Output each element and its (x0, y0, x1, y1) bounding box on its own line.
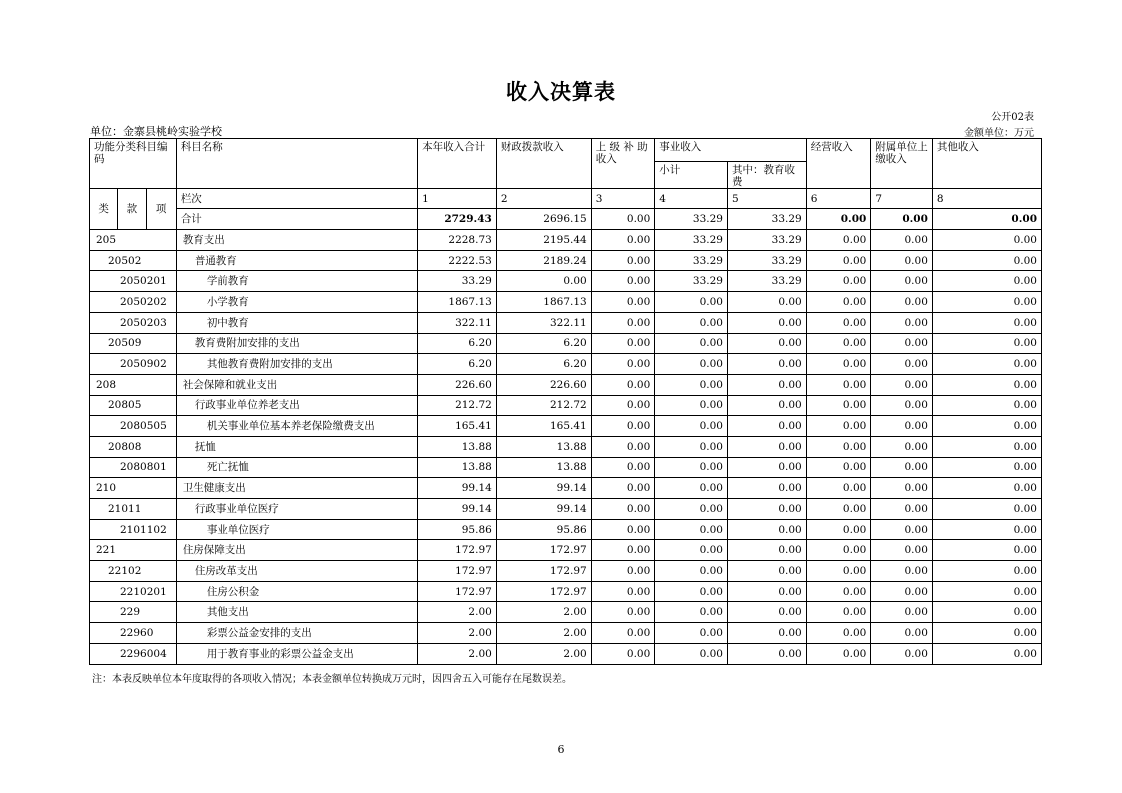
income-table (89, 138, 1042, 665)
table-row (90, 292, 1042, 313)
row-name: 社会保障和就业支出 (176, 374, 417, 395)
form-number: 公开02表 (991, 112, 1034, 123)
row-value: 0.00 (591, 374, 655, 395)
col-num: 3 (591, 188, 655, 209)
row-code: 20502 (90, 250, 177, 271)
header-lanci: 栏次 (176, 188, 417, 209)
row-value: 33.29 (655, 230, 728, 251)
col-num: 7 (871, 188, 933, 209)
row-value: 0.00 (806, 643, 871, 664)
row-value: 0.00 (655, 623, 728, 644)
row-value: 0.00 (871, 250, 933, 271)
header-career: 事业收入 (655, 139, 806, 162)
row-value: 0.00 (727, 374, 806, 395)
row-code: 2101102 (90, 519, 177, 540)
row-value: 33.29 (655, 271, 728, 292)
total-value: 0.00 (806, 209, 871, 230)
row-value: 0.00 (806, 478, 871, 499)
row-value: 95.86 (418, 519, 497, 540)
table-row (90, 354, 1042, 375)
row-value: 0.00 (655, 374, 728, 395)
table-row (90, 540, 1042, 561)
row-value: 0.00 (871, 436, 933, 457)
row-value: 0.00 (655, 478, 728, 499)
table-row (90, 250, 1042, 271)
row-value: 0.00 (932, 230, 1041, 251)
row-value: 0.00 (727, 292, 806, 313)
row-value: 2.00 (418, 623, 497, 644)
row-value: 13.88 (418, 457, 497, 478)
row-value: 0.00 (727, 561, 806, 582)
row-value: 0.00 (591, 354, 655, 375)
table-row (90, 395, 1042, 416)
row-value: 0.00 (806, 250, 871, 271)
row-code: 221 (90, 540, 177, 561)
header-subsidy: 上 级 补 助 收入 (591, 139, 655, 189)
row-value: 0.00 (655, 395, 728, 416)
row-value: 6.20 (496, 333, 591, 354)
row-value: 33.29 (727, 250, 806, 271)
total-value: 2729.43 (418, 209, 497, 230)
row-value: 0.00 (727, 519, 806, 540)
row-name: 初中教育 (176, 312, 417, 333)
row-value: 0.00 (806, 416, 871, 437)
row-name: 抚恤 (176, 436, 417, 457)
row-value: 0.00 (871, 416, 933, 437)
total-value: 0.00 (871, 209, 933, 230)
row-value: 0.00 (727, 333, 806, 354)
col-num: 5 (727, 188, 806, 209)
row-value: 0.00 (806, 312, 871, 333)
row-value: 0.00 (806, 457, 871, 478)
row-value: 0.00 (655, 457, 728, 478)
row-value: 99.14 (496, 499, 591, 520)
row-name: 用于教育事业的彩票公益金支出 (176, 643, 417, 664)
row-name: 住房保障支出 (176, 540, 417, 561)
row-name: 死亡抚恤 (176, 457, 417, 478)
table-row (90, 333, 1042, 354)
row-value: 0.00 (591, 519, 655, 540)
row-code: 20509 (90, 333, 177, 354)
row-value: 6.20 (418, 333, 497, 354)
row-value: 0.00 (806, 271, 871, 292)
row-value: 165.41 (496, 416, 591, 437)
row-value: 0.00 (727, 499, 806, 520)
total-value: 0.00 (591, 209, 655, 230)
row-value: 2222.53 (418, 250, 497, 271)
row-value: 0.00 (806, 374, 871, 395)
row-value: 172.97 (496, 540, 591, 561)
row-value: 33.29 (727, 230, 806, 251)
header-affiliated: 附属单位上缴收入 (871, 139, 933, 189)
table-row (90, 436, 1042, 457)
table-row (90, 312, 1042, 333)
row-value: 2195.44 (496, 230, 591, 251)
row-value: 0.00 (871, 581, 933, 602)
row-value: 0.00 (591, 292, 655, 313)
row-name: 普通教育 (176, 250, 417, 271)
row-value: 1867.13 (418, 292, 497, 313)
row-value: 0.00 (871, 519, 933, 540)
row-code: 2210201 (90, 581, 177, 602)
header-other: 其他收入 (932, 139, 1041, 189)
row-value: 0.00 (727, 643, 806, 664)
total-value: 33.29 (655, 209, 728, 230)
row-value: 0.00 (591, 623, 655, 644)
row-value: 226.60 (496, 374, 591, 395)
row-value: 0.00 (871, 478, 933, 499)
row-name: 其他教育费附加安排的支出 (176, 354, 417, 375)
row-value: 0.00 (591, 230, 655, 251)
row-value: 0.00 (932, 581, 1041, 602)
row-value: 0.00 (727, 416, 806, 437)
row-value: 0.00 (871, 354, 933, 375)
row-value: 0.00 (871, 457, 933, 478)
row-value: 13.88 (496, 457, 591, 478)
table-row (90, 499, 1042, 520)
row-code: 20808 (90, 436, 177, 457)
row-value: 0.00 (591, 271, 655, 292)
row-value: 33.29 (727, 271, 806, 292)
row-value: 0.00 (727, 540, 806, 561)
row-value: 212.72 (418, 395, 497, 416)
row-value: 0.00 (932, 457, 1041, 478)
unit-label: 单位：金寨县桃岭实验学校 (90, 125, 222, 138)
row-value: 0.00 (871, 312, 933, 333)
row-value: 0.00 (806, 230, 871, 251)
row-value: 212.72 (496, 395, 591, 416)
row-value: 0.00 (591, 312, 655, 333)
row-name: 行政事业单位医疗 (176, 499, 417, 520)
row-value: 322.11 (418, 312, 497, 333)
row-value: 0.00 (591, 436, 655, 457)
row-value: 6.20 (496, 354, 591, 375)
row-value: 172.97 (418, 561, 497, 582)
header-name: 科目名称 (176, 139, 417, 189)
total-value: 0.00 (932, 209, 1041, 230)
row-value: 0.00 (727, 436, 806, 457)
row-value: 0.00 (932, 416, 1041, 437)
row-value: 0.00 (591, 499, 655, 520)
row-code: 2080505 (90, 416, 177, 437)
col-num: 4 (655, 188, 728, 209)
row-value: 0.00 (932, 354, 1041, 375)
row-value: 0.00 (871, 292, 933, 313)
amount-unit: 金额单位：万元 (964, 128, 1034, 139)
row-value: 0.00 (871, 623, 933, 644)
header-total: 本年收入合计 (418, 139, 497, 189)
row-value: 0.00 (871, 395, 933, 416)
row-value: 0.00 (591, 416, 655, 437)
row-value: 0.00 (806, 436, 871, 457)
row-value: 0.00 (591, 250, 655, 271)
row-value: 0.00 (727, 457, 806, 478)
row-value: 0.00 (932, 478, 1041, 499)
row-value: 0.00 (932, 333, 1041, 354)
row-value: 0.00 (806, 623, 871, 644)
row-value: 1867.13 (496, 292, 591, 313)
table-row (90, 478, 1042, 499)
row-value: 0.00 (591, 602, 655, 623)
row-value: 13.88 (418, 436, 497, 457)
row-value: 0.00 (932, 292, 1041, 313)
page-number: 6 (557, 743, 565, 756)
row-name: 彩票公益金安排的支出 (176, 623, 417, 644)
col-num: 6 (806, 188, 871, 209)
row-name: 小学教育 (176, 292, 417, 313)
row-value: 0.00 (655, 561, 728, 582)
row-value: 0.00 (806, 519, 871, 540)
row-value: 0.00 (727, 478, 806, 499)
row-value: 0.00 (727, 354, 806, 375)
row-name: 教育支出 (176, 230, 417, 251)
row-code: 208 (90, 374, 177, 395)
total-value: 2696.15 (496, 209, 591, 230)
row-code: 2080801 (90, 457, 177, 478)
row-value: 226.60 (418, 374, 497, 395)
header-func-code: 功能分类科目编码 (90, 139, 177, 189)
row-value: 0.00 (655, 292, 728, 313)
col-num: 2 (496, 188, 591, 209)
row-value: 0.00 (806, 333, 871, 354)
table-row (90, 416, 1042, 437)
row-value: 0.00 (871, 374, 933, 395)
row-value: 172.97 (496, 561, 591, 582)
row-code: 205 (90, 230, 177, 251)
table-row (90, 581, 1042, 602)
row-name: 卫生健康支出 (176, 478, 417, 499)
row-value: 0.00 (932, 623, 1041, 644)
row-value: 0.00 (932, 395, 1041, 416)
row-value: 0.00 (591, 478, 655, 499)
header-edu-fee: 其中：教育收费 (727, 161, 806, 188)
row-value: 0.00 (727, 395, 806, 416)
row-value: 0.00 (655, 333, 728, 354)
row-value: 99.14 (418, 499, 497, 520)
row-value: 0.00 (932, 602, 1041, 623)
row-value: 0.00 (806, 354, 871, 375)
row-value: 2.00 (496, 623, 591, 644)
row-value: 0.00 (591, 333, 655, 354)
table-row (90, 457, 1042, 478)
row-code: 21011 (90, 499, 177, 520)
row-value: 2.00 (496, 602, 591, 623)
row-value: 33.29 (655, 250, 728, 271)
table-row (90, 602, 1042, 623)
row-value: 0.00 (727, 602, 806, 623)
row-value: 0.00 (727, 623, 806, 644)
row-value: 2.00 (418, 643, 497, 664)
row-value: 0.00 (806, 561, 871, 582)
row-value: 0.00 (655, 602, 728, 623)
row-value: 172.97 (418, 540, 497, 561)
row-value: 172.97 (418, 581, 497, 602)
row-name: 事业单位医疗 (176, 519, 417, 540)
row-value: 0.00 (871, 602, 933, 623)
header-operating: 经营收入 (806, 139, 871, 189)
row-value: 13.88 (496, 436, 591, 457)
row-value: 0.00 (871, 499, 933, 520)
row-value: 0.00 (655, 416, 728, 437)
row-value: 0.00 (806, 581, 871, 602)
row-value: 0.00 (591, 457, 655, 478)
row-value: 0.00 (806, 499, 871, 520)
row-code: 229 (90, 602, 177, 623)
row-value: 0.00 (655, 312, 728, 333)
row-value: 0.00 (932, 643, 1041, 664)
total-label: 合计 (176, 209, 417, 230)
header-subtotal: 小计 (655, 161, 728, 188)
row-value: 0.00 (871, 561, 933, 582)
row-value: 0.00 (655, 519, 728, 540)
row-value: 0.00 (591, 643, 655, 664)
header-xiang: 项 (146, 188, 176, 229)
row-value: 0.00 (871, 271, 933, 292)
row-name: 教育费附加安排的支出 (176, 333, 417, 354)
row-value: 0.00 (591, 581, 655, 602)
row-value: 0.00 (655, 436, 728, 457)
header-fiscal: 财政拨款收入 (496, 139, 591, 189)
row-code: 2050201 (90, 271, 177, 292)
row-value: 0.00 (932, 499, 1041, 520)
row-value: 172.97 (496, 581, 591, 602)
row-value: 0.00 (871, 643, 933, 664)
table-row (90, 374, 1042, 395)
row-value: 95.86 (496, 519, 591, 540)
row-value: 0.00 (591, 561, 655, 582)
row-value: 0.00 (591, 395, 655, 416)
row-value: 0.00 (932, 540, 1041, 561)
row-value: 0.00 (932, 519, 1041, 540)
row-code: 2296004 (90, 643, 177, 664)
row-value: 0.00 (655, 643, 728, 664)
row-value: 0.00 (655, 354, 728, 375)
col-num: 1 (418, 188, 497, 209)
row-value: 0.00 (727, 312, 806, 333)
row-value: 6.20 (418, 354, 497, 375)
row-value: 0.00 (591, 540, 655, 561)
table-row (90, 643, 1042, 664)
row-value: 99.14 (496, 478, 591, 499)
row-value: 0.00 (871, 540, 933, 561)
row-name: 学前教育 (176, 271, 417, 292)
row-value: 0.00 (496, 271, 591, 292)
row-code: 20805 (90, 395, 177, 416)
table-row (90, 519, 1042, 540)
row-value: 0.00 (806, 292, 871, 313)
total-value: 33.29 (727, 209, 806, 230)
total-row (90, 209, 1042, 230)
row-value: 0.00 (871, 333, 933, 354)
row-name: 机关事业单位基本养老保险缴费支出 (176, 416, 417, 437)
header-row-1 (90, 139, 1042, 162)
row-code: 22960 (90, 623, 177, 644)
row-value: 165.41 (418, 416, 497, 437)
row-code: 2050902 (90, 354, 177, 375)
row-value: 0.00 (932, 561, 1041, 582)
table-row (90, 623, 1042, 644)
row-name: 住房公积金 (176, 581, 417, 602)
row-value: 0.00 (727, 581, 806, 602)
table-row (90, 271, 1042, 292)
page-title: 收入决算表 (506, 80, 616, 104)
row-value: 0.00 (932, 271, 1041, 292)
row-value: 2.00 (418, 602, 497, 623)
row-value: 0.00 (871, 230, 933, 251)
row-code: 22102 (90, 561, 177, 582)
row-value: 0.00 (655, 499, 728, 520)
row-value: 2189.24 (496, 250, 591, 271)
row-value: 0.00 (932, 250, 1041, 271)
row-value: 33.29 (418, 271, 497, 292)
row-value: 0.00 (806, 540, 871, 561)
header-lei: 类 (90, 188, 118, 229)
column-number-row (90, 188, 1042, 209)
row-value: 322.11 (496, 312, 591, 333)
row-value: 0.00 (655, 540, 728, 561)
row-value: 0.00 (932, 374, 1041, 395)
row-name: 其他支出 (176, 602, 417, 623)
row-value: 0.00 (655, 581, 728, 602)
row-value: 0.00 (932, 312, 1041, 333)
row-name: 行政事业单位养老支出 (176, 395, 417, 416)
row-code: 2050203 (90, 312, 177, 333)
row-value: 0.00 (806, 395, 871, 416)
row-value: 99.14 (418, 478, 497, 499)
row-value: 0.00 (932, 436, 1041, 457)
table-row (90, 561, 1042, 582)
footnote: 注：本表反映单位本年度取得的各项收入情况；本表金额单位转换成万元时，因四舍五入可能存在尾数误差。 (92, 674, 572, 685)
table-row (90, 230, 1042, 251)
row-code: 2050202 (90, 292, 177, 313)
col-num: 8 (932, 188, 1041, 209)
header-kuan: 款 (118, 188, 146, 229)
row-value: 2.00 (496, 643, 591, 664)
row-value: 0.00 (806, 602, 871, 623)
row-code: 210 (90, 478, 177, 499)
row-value: 2228.73 (418, 230, 497, 251)
row-name: 住房改革支出 (176, 561, 417, 582)
